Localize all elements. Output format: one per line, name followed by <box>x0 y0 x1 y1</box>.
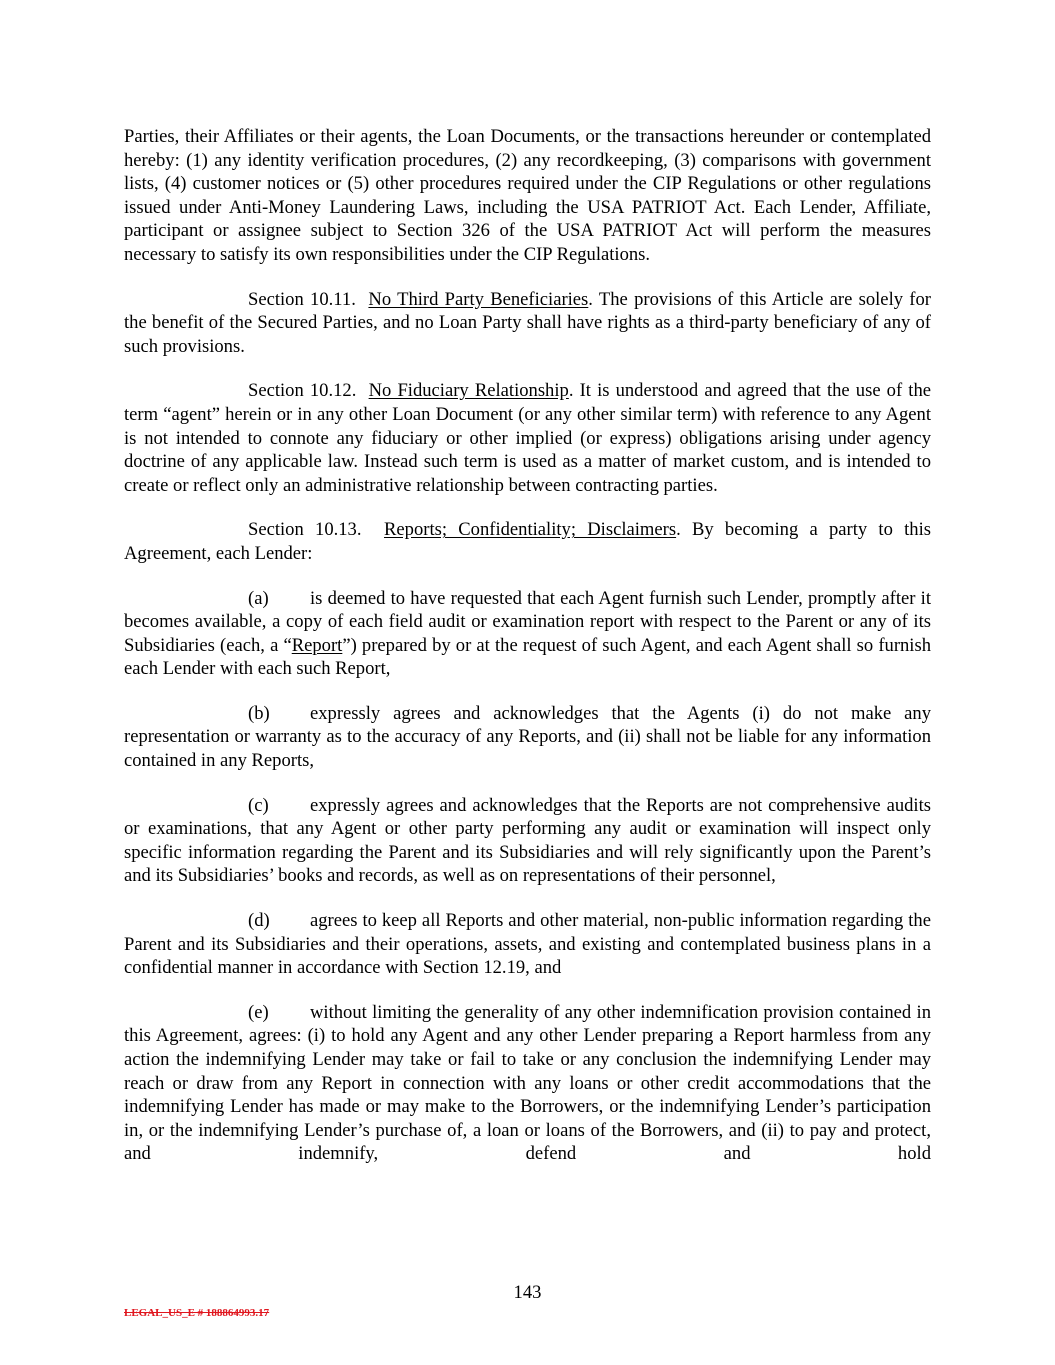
continuation-paragraph: Parties, their Affiliates or their agents, the Loan Documents, or the transactions hereunder or contemplated hereby: (1) any identity verification procedures, (2) any recordkeeping, (3) comparisons with government lists, (4) customer notices or (5) other procedures required under the CIP Regulations or other regulations issued under Anti-Money Laundering Laws, including the USA PATRIOT Act. Each Lender, Affiliate, participant or assignee subject to Section 326 of the USA PATRIOT Act will perform the measures necessary to satisfy its own responsibilities under the CIP Regulations. <box>124 126 931 265</box>
section-10-12 <box>124 379 931 497</box>
section-body: . The provisions of this Article are solely for the benefit of the Secured Parties, and no Loan Party shall have rights as a third-party beneficiary of any of such provisions. <box>124 288 931 357</box>
clause-label: (b) <box>248 702 270 724</box>
clause-d <box>124 909 931 980</box>
defined-term-report: Report <box>291 634 343 656</box>
section-10-13 <box>124 518 931 565</box>
clause-c <box>124 794 931 888</box>
section-title: Reports; Confidentiality; Disclaimers <box>384 519 677 541</box>
section-number: Section 10.12. <box>248 380 357 402</box>
clause-b <box>124 702 931 773</box>
section-number: Section 10.11. <box>248 288 356 310</box>
clause-text: without limiting the generality of any other indemnification provision contained in this Agreement, agrees: (i) to hold any Agent and any other Lender preparing a Report harmless from any action the indemnifying Lender may take or fail to take or any conclusion the indemnifying Lender may reach or draw from any Report in connection with any loans or other credit accommodations that the indemnifying Lender has made or may make to the Borrowers, or the indemnifying Lender’s participation in, or the indemnifying Lender’s purchase of, a loan or loans of the Borrowers, and (ii) to pay and protect, and indemnify, defend and hold <box>124 1001 931 1165</box>
clause-text-after: ”) prepared by or at the request of such Agent, and each Agent shall so furnish each Lender with each such Report, <box>124 634 932 680</box>
clause-text: expressly agrees and acknowledges that the Agents (i) do not make any representation or warranty as to the accuracy of any Reports, and (ii) shall not be liable for any information contained in any Reports, <box>124 702 931 772</box>
section-body: . It is understood and agreed that the use of the term “agent” herein or in any other Loan Document (or any other similar term) with reference to any Agent is not intended to connote any fiduciary or other implied (or express) obligations arising under agency doctrine of any applicable law. Instead such term is used as a matter of market custom, and is intended to create or reflect only an administrative relationship between contracting parties. <box>124 380 932 496</box>
clause-text: is deemed to have requested that each Agent furnish such Lender, promptly after it becomes available, a copy of each field audit or examination report with respect to the Parent or any of its Subsidiaries (each, a “ <box>124 587 931 656</box>
section-body: . By becoming a party to this Agreement, each Lender: <box>124 519 932 564</box>
clause-label: (c) <box>248 794 269 816</box>
section-10-11 <box>124 288 931 359</box>
clause-label: (d) <box>248 910 270 932</box>
page-number: 143 <box>513 1282 542 1303</box>
clause-label: (a) <box>248 587 269 609</box>
section-title: No Third Party Beneficiaries <box>368 288 589 310</box>
clause-text: agrees to keep all Reports and other material, non-public information regarding the Parent and its Subsidiaries and their operations, assets, and existing and contemplated business plans in a confidential manner in accordance with Section 12.19, and <box>124 910 931 979</box>
footer-document-id: LEGAL_US_E # 188864993.17 <box>124 1307 270 1319</box>
clause-text: expressly agrees and acknowledges that the Reports are not comprehensive audits or examinations, that any Agent or other party performing any audit or examination will inspect only specific information regarding the Parent and its Subsidiaries and will rely significantly upon the Parent’s and its Subsidiaries’ books and records, as well as on representations of their personnel, <box>124 794 931 887</box>
clause-label: (e) <box>248 1001 269 1023</box>
clause-e <box>124 1001 931 1166</box>
clause-a <box>124 587 931 681</box>
section-title: No Fiduciary Relationship <box>368 380 569 402</box>
document-body <box>124 125 931 1187</box>
section-number: Section 10.13. <box>248 519 362 541</box>
